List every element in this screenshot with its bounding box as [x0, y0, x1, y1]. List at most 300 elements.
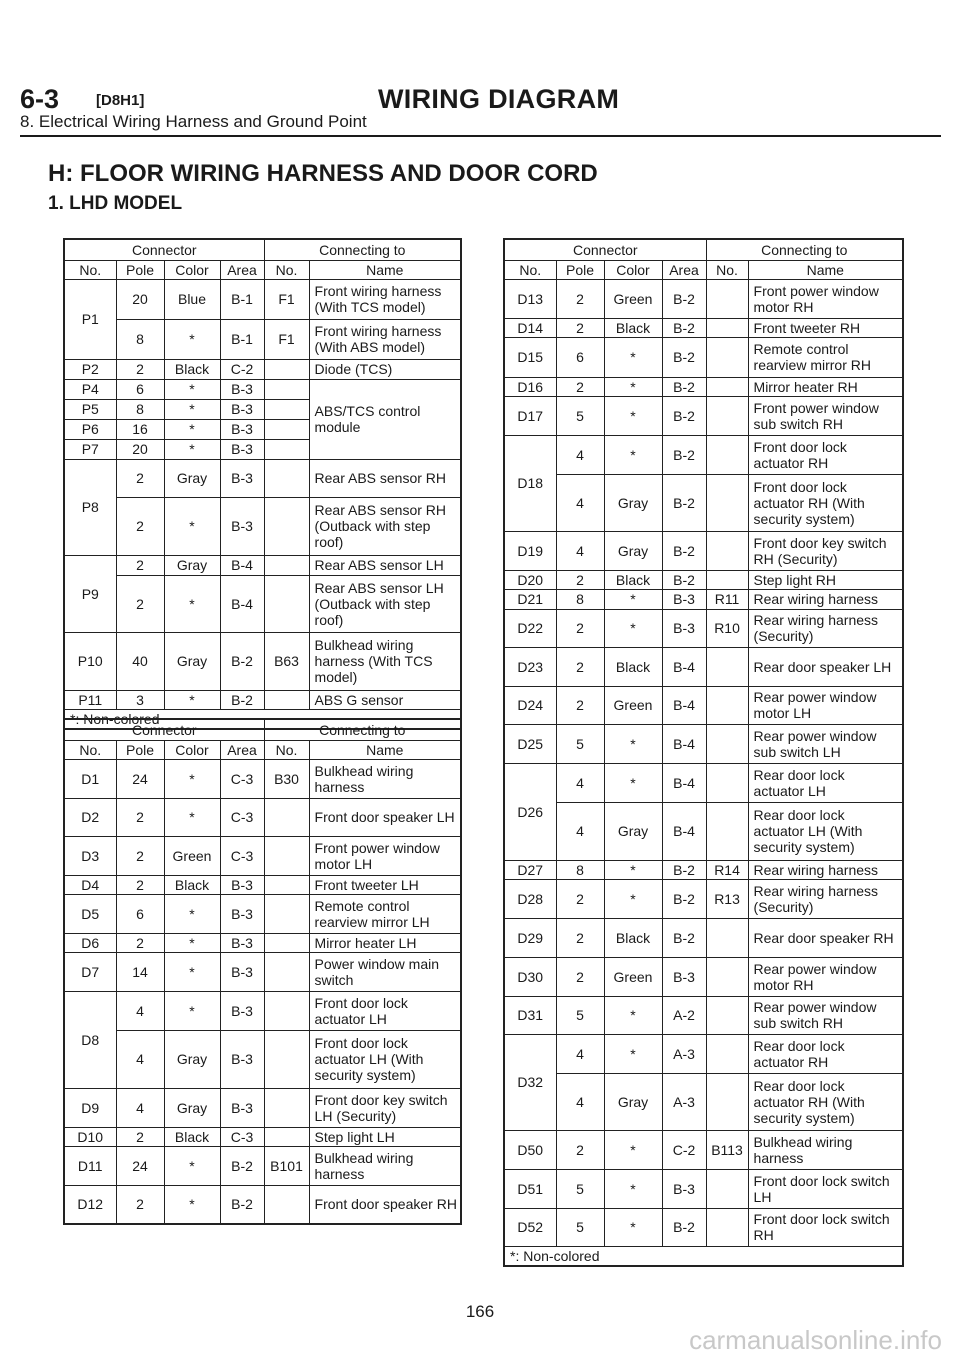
- connector-color: *: [604, 996, 662, 1034]
- connecting-name: Rear door lock actuator LH (With security system): [748, 802, 903, 860]
- connecting-name: Front door lock switch RH: [748, 1208, 903, 1246]
- grid-area: A-3: [662, 1073, 706, 1130]
- connecting-name: Front wiring harness (With ABS model): [309, 319, 461, 359]
- connecting-no: [706, 318, 748, 337]
- table-row: [64, 798, 461, 836]
- connecting-name: ABS/TCS control module: [309, 379, 461, 459]
- connector-color: Gray: [604, 802, 662, 860]
- table-row: [504, 879, 903, 918]
- connector-no: D3: [64, 836, 116, 875]
- connecting-name: Front door lock actuator LH (With security system): [309, 1030, 461, 1088]
- connector-no: P4: [64, 379, 116, 399]
- connecting-name: Rear power window sub switch RH: [748, 996, 903, 1034]
- connector-no: D14: [504, 318, 556, 337]
- pole-count: 2: [556, 957, 604, 996]
- connecting-no: [264, 991, 309, 1030]
- connecting-name: Rear ABS sensor RH: [309, 459, 461, 497]
- pole-count: 4: [556, 531, 604, 570]
- connector-color: *: [604, 879, 662, 918]
- connecting-no: [706, 1169, 748, 1208]
- pole-count: 2: [116, 875, 164, 894]
- table-row: [64, 555, 461, 575]
- connecting-name: Mirror heater LH: [309, 933, 461, 952]
- grid-area: B-2: [662, 879, 706, 918]
- pole-count: 5: [556, 996, 604, 1034]
- connector-color: *: [164, 575, 220, 632]
- table-row: [64, 875, 461, 894]
- connector-no: D17: [504, 396, 556, 435]
- connector-table-p: [63, 238, 462, 730]
- header-connecting-no: No.: [706, 260, 748, 279]
- connector-color: *: [604, 860, 662, 879]
- section-title: 1. LHD MODEL: [48, 193, 183, 214]
- connector-color: *: [604, 724, 662, 763]
- header-area: Area: [662, 260, 706, 279]
- grid-area: B-3: [220, 459, 264, 497]
- grid-area: B-3: [220, 933, 264, 952]
- connecting-no: [706, 396, 748, 435]
- table-row: [504, 802, 903, 860]
- header-row-groups: [64, 719, 461, 740]
- connecting-name: Step light LH: [309, 1127, 461, 1146]
- connector-color: *: [604, 377, 662, 396]
- connecting-name: Front door speaker LH: [309, 798, 461, 836]
- connector-no: D4: [64, 875, 116, 894]
- table-row: [504, 531, 903, 570]
- connector-color: Black: [164, 875, 220, 894]
- header-connector: Connector: [64, 239, 264, 260]
- connector-no: P9: [64, 555, 116, 632]
- connecting-name: Front door lock actuator LH: [309, 991, 461, 1030]
- pole-count: 14: [116, 952, 164, 991]
- pole-count: 2: [116, 798, 164, 836]
- header-row-groups: [504, 239, 903, 260]
- connector-color: Gray: [164, 555, 220, 575]
- connecting-name: Power window main switch: [309, 952, 461, 991]
- grid-area: B-4: [220, 555, 264, 575]
- grid-area: B-3: [220, 1030, 264, 1088]
- pole-count: 2: [116, 459, 164, 497]
- pole-count: 4: [556, 1034, 604, 1073]
- grid-area: B-3: [220, 399, 264, 419]
- table-row: [64, 1185, 461, 1224]
- header-connecting-no: No.: [264, 740, 309, 759]
- connecting-name: Bulkhead wiring harness: [309, 759, 461, 798]
- header-row-columns: [64, 740, 461, 759]
- connecting-name: Rear door lock actuator RH (With security system): [748, 1073, 903, 1130]
- connecting-name: Remote control rearview mirror RH: [748, 337, 903, 377]
- header-pole: Pole: [116, 740, 164, 759]
- connector-no: D51: [504, 1169, 556, 1208]
- connector-no: D9: [64, 1088, 116, 1127]
- connector-no: D27: [504, 860, 556, 879]
- table-row: [504, 474, 903, 531]
- pole-count: 2: [116, 555, 164, 575]
- grid-area: B-2: [662, 396, 706, 435]
- grid-area: B-2: [220, 632, 264, 690]
- connecting-no: [264, 894, 309, 933]
- pole-count: 2: [116, 836, 164, 875]
- connector-no: D6: [64, 933, 116, 952]
- connector-no: D50: [504, 1130, 556, 1169]
- table-row: [64, 836, 461, 875]
- connecting-no: [706, 1073, 748, 1130]
- connector-no: P7: [64, 439, 116, 459]
- connector-no: D30: [504, 957, 556, 996]
- grid-area: B-3: [220, 894, 264, 933]
- grid-area: B-3: [220, 991, 264, 1030]
- table-row: [64, 459, 461, 497]
- table-row: [504, 1130, 903, 1169]
- grid-area: B-2: [220, 1146, 264, 1185]
- pole-count: 2: [116, 497, 164, 555]
- connector-color: Green: [604, 279, 662, 318]
- table-row: [504, 318, 903, 337]
- connector-color: Green: [604, 686, 662, 724]
- table-row: [504, 337, 903, 377]
- connector-color: *: [164, 1146, 220, 1185]
- header-connecting-to: Connecting to: [264, 719, 461, 740]
- pole-count: 24: [116, 759, 164, 798]
- connecting-name: Rear wiring harness: [748, 860, 903, 879]
- pole-count: 4: [116, 1030, 164, 1088]
- document-title: WIRING DIAGRAM: [378, 84, 620, 114]
- connector-color: *: [164, 952, 220, 991]
- grid-area: B-3: [662, 589, 706, 609]
- connector-color: *: [604, 1034, 662, 1073]
- grid-area: B-4: [662, 647, 706, 686]
- connector-color: *: [164, 991, 220, 1030]
- grid-area: B-2: [220, 690, 264, 709]
- table-row: [64, 1127, 461, 1146]
- connecting-no: [706, 918, 748, 957]
- table-row: [504, 570, 903, 589]
- connecting-name: Rear door lock actuator LH: [748, 763, 903, 802]
- table-row: [504, 1073, 903, 1130]
- header-area: Area: [220, 740, 264, 759]
- grid-area: A-2: [662, 996, 706, 1034]
- page-title: H: FLOOR WIRING HARNESS AND DOOR CORD: [48, 160, 598, 187]
- connector-no: D26: [504, 763, 556, 860]
- connector-no: D32: [504, 1034, 556, 1130]
- table-row: [504, 589, 903, 609]
- grid-area: B-3: [220, 439, 264, 459]
- pole-count: 2: [556, 609, 604, 647]
- grid-area: C-3: [220, 1127, 264, 1146]
- table-row: [504, 860, 903, 879]
- pole-count: 24: [116, 1146, 164, 1185]
- connector-color: Gray: [164, 459, 220, 497]
- connecting-no: [706, 1034, 748, 1073]
- header-color: Color: [164, 740, 220, 759]
- pole-count: 20: [116, 439, 164, 459]
- pole-count: 2: [116, 1185, 164, 1224]
- connector-color: *: [164, 399, 220, 419]
- pole-count: 2: [116, 575, 164, 632]
- pole-count: 2: [116, 933, 164, 952]
- connecting-no: R11: [706, 589, 748, 609]
- pole-count: 2: [556, 1130, 604, 1169]
- connecting-name: Rear wiring harness: [748, 589, 903, 609]
- pole-count: 8: [556, 860, 604, 879]
- grid-area: B-3: [662, 609, 706, 647]
- pole-count: 2: [556, 279, 604, 318]
- pole-count: 5: [556, 1208, 604, 1246]
- connecting-name: Step light RH: [748, 570, 903, 589]
- table-row: [504, 724, 903, 763]
- grid-area: B-2: [220, 1185, 264, 1224]
- connector-color: Gray: [164, 1030, 220, 1088]
- connecting-name: Front door speaker RH: [309, 1185, 461, 1224]
- pole-count: 2: [556, 686, 604, 724]
- connector-color: *: [604, 1208, 662, 1246]
- connector-color: Gray: [604, 1073, 662, 1130]
- pole-count: 4: [556, 1073, 604, 1130]
- grid-area: C-3: [220, 759, 264, 798]
- connector-no: D31: [504, 996, 556, 1034]
- grid-area: B-2: [662, 377, 706, 396]
- connector-color: Green: [604, 957, 662, 996]
- pole-count: 6: [116, 894, 164, 933]
- connector-no: D7: [64, 952, 116, 991]
- connecting-no: [264, 933, 309, 952]
- connector-no: D22: [504, 609, 556, 647]
- connecting-no: [706, 435, 748, 474]
- grid-area: A-3: [662, 1034, 706, 1073]
- connecting-name: Rear door lock actuator RH: [748, 1034, 903, 1073]
- connecting-no: [264, 690, 309, 709]
- grid-area: B-4: [220, 575, 264, 632]
- grid-area: B-3: [662, 1169, 706, 1208]
- connector-no: D24: [504, 686, 556, 724]
- connecting-name: Bulkhead wiring harness (With TCS model): [309, 632, 461, 690]
- grid-area: B-3: [220, 497, 264, 555]
- connecting-no: F1: [264, 279, 309, 319]
- pole-count: 8: [556, 589, 604, 609]
- connector-no: D15: [504, 337, 556, 377]
- pole-count: 40: [116, 632, 164, 690]
- connector-color: *: [604, 609, 662, 647]
- pole-count: 2: [556, 918, 604, 957]
- table-row: [504, 957, 903, 996]
- connector-no: D19: [504, 531, 556, 570]
- connector-no: P2: [64, 359, 116, 379]
- pole-count: 6: [556, 337, 604, 377]
- connecting-no: B63: [264, 632, 309, 690]
- connecting-no: [706, 996, 748, 1034]
- connecting-no: B113: [706, 1130, 748, 1169]
- connector-color: Black: [604, 570, 662, 589]
- table-row: [64, 933, 461, 952]
- connecting-name: Front power window motor LH: [309, 836, 461, 875]
- grid-area: B-3: [220, 379, 264, 399]
- connector-color: *: [164, 933, 220, 952]
- connecting-no: [706, 531, 748, 570]
- connector-color: *: [164, 497, 220, 555]
- connector-color: Black: [164, 359, 220, 379]
- grid-area: B-4: [662, 686, 706, 724]
- connector-color: *: [604, 763, 662, 802]
- grid-area: B-2: [662, 531, 706, 570]
- connector-color: *: [604, 337, 662, 377]
- header-row-groups: [64, 239, 461, 260]
- table-row: [64, 952, 461, 991]
- connecting-name: Front door key switch RH (Security): [748, 531, 903, 570]
- connecting-no: [706, 570, 748, 589]
- connecting-name: Front tweeter RH: [748, 318, 903, 337]
- connecting-name: Front wiring harness (With TCS model): [309, 279, 461, 319]
- connecting-no: [264, 399, 309, 419]
- grid-area: B-2: [662, 570, 706, 589]
- connecting-no: B101: [264, 1146, 309, 1185]
- connecting-no: [264, 459, 309, 497]
- connector-no: D52: [504, 1208, 556, 1246]
- footnote: *: Non-colored: [504, 1246, 903, 1266]
- table-row: [64, 279, 461, 319]
- connecting-name: Rear ABS sensor LH (Outback with step roof): [309, 575, 461, 632]
- connecting-no: [706, 686, 748, 724]
- footnote: *: Non-colored: [64, 709, 461, 729]
- pole-count: 4: [556, 474, 604, 531]
- connecting-name: Front tweeter LH: [309, 875, 461, 894]
- pole-count: 8: [116, 319, 164, 359]
- connector-no: D25: [504, 724, 556, 763]
- connecting-name: Rear door speaker LH: [748, 647, 903, 686]
- table-row: [504, 996, 903, 1034]
- grid-area: B-4: [662, 802, 706, 860]
- connecting-name: Mirror heater RH: [748, 377, 903, 396]
- connector-no: D20: [504, 570, 556, 589]
- table-row: [64, 632, 461, 690]
- connecting-no: R13: [706, 879, 748, 918]
- connector-no: D21: [504, 589, 556, 609]
- table-row: [64, 894, 461, 933]
- connecting-name: ABS G sensor: [309, 690, 461, 709]
- header-pole: Pole: [556, 260, 604, 279]
- header-connector: Connector: [64, 719, 264, 740]
- grid-area: B-1: [220, 279, 264, 319]
- connector-color: Gray: [164, 632, 220, 690]
- connecting-no: [264, 952, 309, 991]
- connecting-name: Rear ABS sensor RH (Outback with step roof): [309, 497, 461, 555]
- grid-area: B-4: [662, 763, 706, 802]
- table-row: [64, 1030, 461, 1088]
- table-row: [504, 686, 903, 724]
- grid-area: B-3: [220, 952, 264, 991]
- pole-count: 3: [116, 690, 164, 709]
- header-row-columns: [504, 260, 903, 279]
- connector-color: *: [164, 439, 220, 459]
- pole-count: 16: [116, 419, 164, 439]
- connector-no: P11: [64, 690, 116, 709]
- grid-area: B-2: [662, 474, 706, 531]
- connecting-name: Front power window motor RH: [748, 279, 903, 318]
- grid-area: B-3: [220, 875, 264, 894]
- connector-no: P8: [64, 459, 116, 555]
- connector-color: *: [164, 690, 220, 709]
- connecting-no: [264, 575, 309, 632]
- pole-count: 2: [556, 377, 604, 396]
- connecting-name: Rear power window motor LH: [748, 686, 903, 724]
- table-row: [504, 918, 903, 957]
- connector-color: Gray: [604, 474, 662, 531]
- table-row: [504, 647, 903, 686]
- pole-count: 4: [556, 763, 604, 802]
- connecting-no: [706, 1208, 748, 1246]
- table-row: [504, 609, 903, 647]
- table-row: [64, 1146, 461, 1185]
- connector-no: D1: [64, 759, 116, 798]
- connector-no: D8: [64, 991, 116, 1088]
- connecting-no: [264, 439, 309, 459]
- pole-count: 5: [556, 1169, 604, 1208]
- table-row: [64, 575, 461, 632]
- grid-area: B-3: [220, 419, 264, 439]
- footnote-row: [504, 1246, 903, 1266]
- grid-area: C-2: [220, 359, 264, 379]
- connecting-name: Bulkhead wiring harness: [309, 1146, 461, 1185]
- connecting-no: [706, 474, 748, 531]
- pole-count: 2: [556, 647, 604, 686]
- connector-color: Blue: [164, 279, 220, 319]
- connecting-no: [706, 957, 748, 996]
- connector-color: *: [164, 894, 220, 933]
- table-row: [64, 379, 461, 399]
- connecting-no: R10: [706, 609, 748, 647]
- grid-area: B-2: [662, 860, 706, 879]
- connecting-no: F1: [264, 319, 309, 359]
- connecting-no: [706, 724, 748, 763]
- connector-no: D2: [64, 798, 116, 836]
- connecting-no: [706, 802, 748, 860]
- pole-count: 2: [116, 1127, 164, 1146]
- table-row: [64, 497, 461, 555]
- connector-color: *: [604, 1130, 662, 1169]
- connecting-no: [264, 555, 309, 575]
- header-connector: Connector: [504, 239, 706, 260]
- pole-count: 8: [116, 399, 164, 419]
- connector-color: *: [604, 435, 662, 474]
- grid-area: B-2: [662, 279, 706, 318]
- connector-no: D11: [64, 1146, 116, 1185]
- section-code: [D8H1]: [96, 92, 145, 109]
- connecting-no: [264, 1185, 309, 1224]
- connector-color: Green: [164, 836, 220, 875]
- header-pole: Pole: [116, 260, 164, 279]
- grid-area: B-4: [662, 724, 706, 763]
- table-row: [504, 1034, 903, 1073]
- connecting-name: Rear ABS sensor LH: [309, 555, 461, 575]
- grid-area: B-2: [662, 435, 706, 474]
- table-row: [504, 1208, 903, 1246]
- connector-color: *: [604, 396, 662, 435]
- connector-no: D18: [504, 435, 556, 531]
- connecting-name: Remote control rearview mirror LH: [309, 894, 461, 933]
- table-row: [64, 690, 461, 709]
- connecting-name: Front door lock actuator RH: [748, 435, 903, 474]
- header-divider: [20, 135, 941, 137]
- connector-color: *: [164, 759, 220, 798]
- grid-area: C-2: [662, 1130, 706, 1169]
- pole-count: 5: [556, 396, 604, 435]
- header-no: No.: [64, 260, 116, 279]
- connector-color: *: [604, 589, 662, 609]
- grid-area: B-3: [662, 957, 706, 996]
- grid-area: B-3: [220, 1088, 264, 1127]
- connector-no: P10: [64, 632, 116, 690]
- connector-color: Black: [604, 647, 662, 686]
- connecting-no: [264, 497, 309, 555]
